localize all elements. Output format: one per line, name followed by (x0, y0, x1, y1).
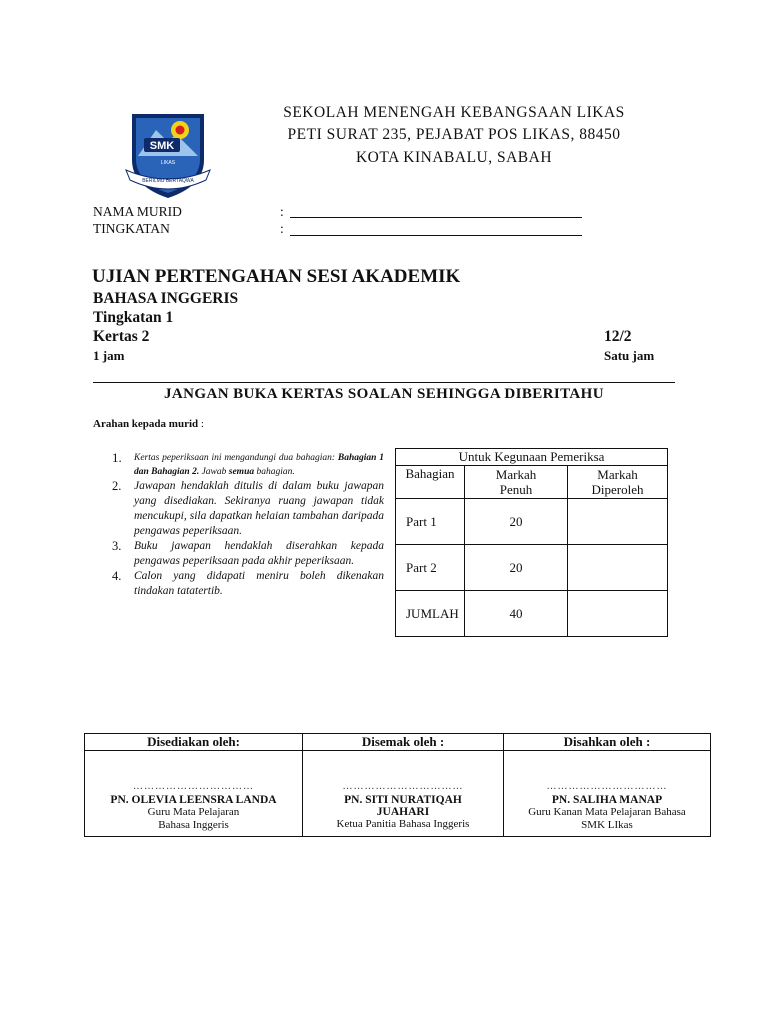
instruction-text: Jawab (199, 467, 229, 477)
col-header-line: Diperoleh (591, 482, 644, 497)
instruction-number: 1. (112, 450, 122, 465)
signature-line: …………………………… (342, 781, 464, 792)
exam-code: 12/2 (604, 328, 632, 345)
col-header-line: Markah (597, 467, 638, 482)
signatory-name: PN. OLEVIA LEENSRA LANDA (110, 794, 277, 806)
mark-table-title: Untuk Kegunaan Pemeriksa (396, 449, 668, 466)
instruction-text: Buku jawapan hendaklah diserahkan kepada pengawas peperiksaan pada akhir peperiksaan. (134, 540, 384, 567)
col-header-markah-diperoleh (568, 466, 668, 499)
nama-murid-field[interactable] (290, 203, 582, 218)
instruction-number: 3. (112, 539, 122, 553)
row-mark-obtained[interactable] (568, 499, 668, 545)
instructions-heading-text: Arahan kepada murid (93, 418, 199, 430)
instruction-text: Calon yang didapati meniru boleh dikenakan tindakan tatatertib. (134, 570, 384, 597)
nama-murid-colon: : (280, 204, 284, 219)
instruction-item (112, 479, 384, 539)
signature-line: …………………………… (546, 781, 668, 792)
school-address: PETI SURAT 235, PEJABAT POS LIKAS, 88450 (287, 126, 621, 143)
sig-header-checked: Disemak oleh : (303, 734, 504, 751)
school-city: KOTA KINABALU, SABAH (355, 149, 553, 166)
col-header-bahagian: Bahagian (396, 466, 465, 499)
col-header-line: Markah (495, 467, 537, 482)
row-mark-obtained[interactable] (568, 545, 668, 591)
exam-form: Tingkatan 1 (93, 309, 174, 326)
instruction-text: Jawapan hendaklah ditulis di dalam buku jawapan yang disediakan. Sekiranya ruang jawapan tidak mencukupi, sila dapatkan helaian tambahan daripada pengawas peperiksaan. (134, 480, 384, 537)
examiner-mark-table (395, 448, 668, 637)
signatory-role: Guru Mata Pelajaran (147, 806, 240, 818)
exam-duration: 1 jam (93, 348, 125, 363)
instruction-text: bahagian. (254, 467, 295, 477)
exam-paper: Kertas 2 (93, 328, 150, 345)
row-label: Part 1 (396, 499, 465, 545)
logo-subtext: LIKAS (160, 160, 176, 166)
school-name: SEKOLAH MENENGAH KEBANGSAAN LIKAS (283, 104, 625, 121)
row-full-mark: 20 (465, 499, 568, 545)
warning-notice: JANGAN BUKA KERTAS SOALAN SEHINGGA DIBERITAHU (164, 386, 604, 402)
exam-title: UJIAN PERTENGAHAN SESI AKADEMIK (92, 266, 461, 287)
sig-cell-prepared (85, 751, 303, 837)
table-row (396, 499, 668, 545)
instructions-heading (93, 418, 204, 430)
sig-header-prepared: Disediakan oleh: (85, 734, 303, 751)
signature-table (84, 733, 711, 837)
instruction-item (112, 569, 384, 599)
tingkatan-colon: : (280, 221, 284, 236)
signatory-role: Bahasa Inggeris (158, 819, 229, 831)
signatory-name: PN. SITI NURATIQAH (344, 794, 462, 806)
row-full-mark: 20 (465, 545, 568, 591)
signatory-name: PN. SALIHA MANAP (551, 794, 663, 806)
instruction-bold-text: semua (228, 467, 255, 477)
col-header-line: Penuh (499, 482, 533, 497)
row-label: JUMLAH (396, 591, 465, 637)
instruction-text: Kertas peperiksaan ini mengandungi dua bahagian: (134, 453, 338, 463)
signatory-role: Guru Kanan Mata Pelajaran Bahasa (528, 806, 686, 818)
logo-text: SMK (149, 140, 175, 152)
signatory-role: SMK LIkas (581, 819, 633, 831)
row-full-mark: 40 (465, 591, 568, 637)
exam-subject: BAHASA INGGERIS (93, 290, 239, 307)
exam-duration-ms: Satu jam (604, 348, 655, 363)
divider-line (93, 382, 675, 383)
instructions-list (112, 451, 384, 599)
row-label: Part 2 (396, 545, 465, 591)
sig-cell-checked (303, 751, 504, 837)
signatory-role: Ketua Panitia Bahasa Inggeris (336, 818, 470, 830)
tingkatan-label: TINGKATAN (93, 221, 170, 236)
instruction-bold-text: Bahagian 1 dan Bahagian 2. (134, 453, 384, 477)
col-header-markah-penuh (465, 466, 568, 499)
nama-murid-label: NAMA MURID (93, 204, 182, 219)
sig-cell-approved (504, 751, 711, 837)
table-row (396, 545, 668, 591)
instructions-heading-colon: : (200, 418, 204, 430)
signature-line: …………………………… (133, 781, 254, 792)
instruction-item (112, 539, 384, 569)
instruction-item (112, 451, 384, 479)
tingkatan-field[interactable] (290, 221, 582, 236)
logo-ribbon: BERILMU BERTAQWA (142, 178, 194, 184)
row-mark-obtained[interactable] (568, 591, 668, 637)
sig-header-approved: Disahkan oleh : (504, 734, 711, 751)
table-row (396, 591, 668, 637)
signatory-name-line2: JUAHARI (376, 806, 430, 818)
instruction-number: 2. (112, 479, 122, 493)
instruction-number: 4. (112, 569, 122, 583)
